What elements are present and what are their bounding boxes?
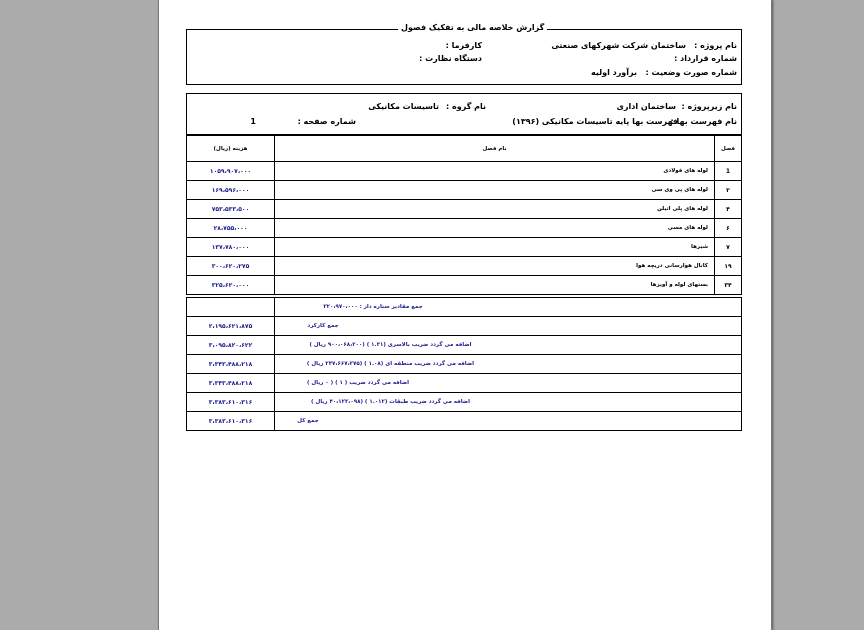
table-row <box>187 256 741 275</box>
summary-row <box>187 335 741 354</box>
summary-row <box>187 411 741 430</box>
row-name: لوله های پلی اتیلن <box>275 200 715 218</box>
project-label: نام پروژه : <box>694 41 737 50</box>
table-header-row <box>187 135 741 161</box>
summary-row <box>187 316 741 335</box>
table-row <box>187 180 741 199</box>
row-amount: ۱۶۹،۵۹۶،۰۰۰ <box>187 181 275 199</box>
header-name: نام فصل <box>275 136 715 161</box>
subproject-info-box <box>186 93 742 135</box>
summary-amount: ۳،۳۸۳،۶۱۰،۳۱۶ <box>187 393 275 411</box>
row-amount: ۱۰۵۹،۹۰۷،۰۰۰ <box>187 162 275 180</box>
table-row <box>187 199 741 218</box>
page-number-label: شماره صفحه : <box>297 117 356 126</box>
table-row <box>187 161 741 180</box>
table-row <box>187 218 741 237</box>
row-amount: ۳۲۵،۶۲۰،۰۰۰ <box>187 276 275 294</box>
chapters-table <box>186 135 742 295</box>
status-label: شماره صورت وضعیت : <box>645 68 737 77</box>
row-amount: ۱۳۷،۷۸۰،۰۰۰ <box>187 238 275 256</box>
summary-table <box>186 297 742 431</box>
supervisor-label: دستگاه نظارت : <box>419 54 482 63</box>
summary-label: اضافه می گردد ضریب منطقه ای (۱.۰۸ ) (۲۴۷،۶۶۷،۲۷۵ ریال ) <box>306 361 475 367</box>
summary-label: اضافه می گردد ضریب ( ۱ ) ( ۰ ریال ) <box>306 380 410 386</box>
summary-amount: ۳،۳۸۳،۶۱۰،۳۱۶ <box>187 412 275 430</box>
subproject-value: ساختمان اداری <box>616 102 676 111</box>
row-amount: ۷۵۳،۵۳۳،۵۰۰ <box>187 200 275 218</box>
row-name: بستهای لوله و آویزها <box>275 276 715 294</box>
project-value: ساختمان شرکت شهرکهای صنعتی <box>551 41 686 50</box>
row-code: ۶ <box>726 224 730 232</box>
header-amount: هزینه (ریال) <box>187 136 275 161</box>
row-name: لوله های مسی <box>275 219 715 237</box>
summary-label: اضافه می گردد ضریب بالاسری (۱.۳۱ ) (۹۰۰،۰۶۸،۲۰۰ ریال ) <box>309 342 472 348</box>
contract-label: شماره قرارداد : <box>674 54 737 63</box>
summary-amount <box>187 298 275 316</box>
summary-row <box>187 392 741 411</box>
row-code: ۳۴ <box>724 281 732 289</box>
summary-row <box>187 373 741 392</box>
employer-label: کارفرما : <box>445 41 482 50</box>
summary-label: جمع مقادیر ستاره دار : ۲۲۰،۹۷۰،۰۰۰ <box>323 304 423 310</box>
summary-label: اضافه می گردد ضریب طبقات (۱.۰۱۲ ) (۴۰،۱۲۲،۰۹۸ ریال ) <box>311 399 470 405</box>
pricelist-label: نام فهرست بها : <box>670 117 737 126</box>
status-value: برآورد اولیه <box>590 68 637 77</box>
row-code: ۲ <box>726 186 730 194</box>
row-amount: ۳۰۰،۶۲۰،۲۷۵ <box>187 257 275 275</box>
table-row <box>187 237 741 256</box>
subproject-label: نام زیرپروژه : <box>681 102 737 111</box>
group-label: نام گروه : <box>446 102 486 111</box>
row-name: شیرها <box>275 238 715 256</box>
group-value: تاسیسات مکانیکی <box>368 102 439 111</box>
row-code: ۱۹ <box>724 262 732 270</box>
summary-label: جمع کل <box>297 418 319 424</box>
table-row <box>187 275 741 294</box>
row-code: 1 <box>725 167 731 175</box>
summary-row <box>187 354 741 373</box>
summary-amount: ۳،۳۴۳،۴۸۸،۲۱۸ <box>187 374 275 392</box>
summary-row <box>187 297 741 316</box>
row-code: ۷ <box>726 243 730 251</box>
pricelist-value: فهرست بها پایه تاسیسات مکانیکی (۱۳۹۶) <box>512 117 678 126</box>
summary-amount: ۲،۱۹۵،۶۲۱،۸۷۵ <box>187 317 275 335</box>
summary-label: جمع کارکرد <box>307 323 339 329</box>
row-amount: ۲۸،۷۵۵،۰۰۰ <box>187 219 275 237</box>
row-code: ۴ <box>726 205 730 213</box>
row-name: لوله های پی وی سی <box>275 181 715 199</box>
row-name: لوله های فولادی <box>275 162 715 180</box>
summary-amount: ۳،۰۹۵،۸۲۰،۶۲۲ <box>187 336 275 354</box>
row-name: کانال هوارسانی دریچه هوا <box>275 257 715 275</box>
header-code: فصل <box>721 145 735 152</box>
page-number-value: 1 <box>250 117 256 126</box>
report-title: گزارش خلاصه مالی به تفکیک فصول <box>398 21 547 35</box>
summary-amount: ۳،۳۴۳،۴۸۸،۲۱۸ <box>187 355 275 373</box>
